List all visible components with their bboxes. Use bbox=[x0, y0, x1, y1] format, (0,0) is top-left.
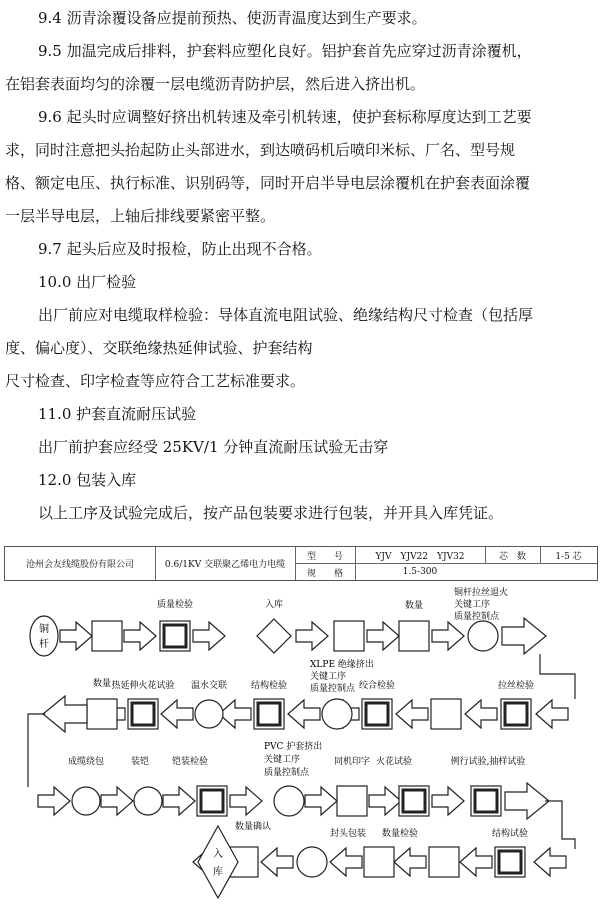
para-9-5-line2: 在铝套表面均匀的涂覆一层电缆沥青防护层，然后进入挤出机。 bbox=[5, 75, 426, 93]
process-header-table bbox=[4, 546, 598, 581]
routine-test-square bbox=[471, 786, 501, 816]
inspection-square bbox=[160, 621, 190, 651]
flow-arrow bbox=[288, 700, 320, 728]
spark-test-square bbox=[399, 786, 429, 816]
para-10-line1: 出厂前应对电缆取样检验：导体直流电阻试验、绝缘结构尺寸检查（包括厚 bbox=[38, 306, 534, 324]
flow-arrow bbox=[536, 700, 568, 728]
wire-check-square bbox=[501, 699, 531, 729]
drawing-label-b: 关键工序 bbox=[454, 600, 491, 610]
flow-arrow bbox=[460, 848, 492, 876]
quantity-box bbox=[399, 621, 429, 651]
structure-test-square bbox=[495, 847, 525, 877]
armor-check-square bbox=[197, 786, 227, 816]
para-10-line3: 尺寸检查、印字检查等应符合工艺标准要求。 bbox=[5, 372, 306, 390]
flow-arrow bbox=[465, 700, 497, 728]
flow-arrow bbox=[432, 787, 464, 815]
para-11: 出厂前护套应经受 25KV/1 分钟直流耐压试验无击穿 bbox=[38, 438, 389, 456]
para-9-4: 9.4 沥青涂覆设备应提前预热、使沥青温度达到生产要求。 bbox=[38, 9, 427, 27]
copper-label-b: 杆 bbox=[39, 639, 49, 650]
flow-arrow-down-turn bbox=[505, 783, 549, 819]
printing-box bbox=[337, 786, 367, 816]
structure-check-label: 结构检验 bbox=[250, 681, 288, 691]
warehouse-diamond bbox=[257, 619, 291, 653]
hot-set-square bbox=[128, 699, 158, 729]
company-name: 沧州会友线缆股份有限公司 bbox=[25, 560, 134, 570]
xlpe-circle bbox=[322, 699, 352, 729]
armor-check-label: 铠装检验 bbox=[171, 757, 209, 767]
flow-arrow-down-turn bbox=[43, 696, 87, 732]
para-12: 以上工序及试验完成后，按产品包装要求进行包装，并开具入库凭证。 bbox=[38, 504, 504, 522]
final-label-b: 库 bbox=[213, 867, 223, 878]
flow-arrow bbox=[296, 622, 328, 650]
pvc-label-b: 关键工序 bbox=[264, 755, 301, 765]
heading-12: 12.0 包装入库 bbox=[38, 471, 137, 489]
flow-arrow bbox=[38, 787, 70, 815]
process-flow-chart bbox=[0, 579, 600, 909]
quantity-label: 数量 bbox=[404, 601, 424, 611]
cores-value: 1-5 芯 bbox=[555, 551, 582, 562]
flow-arrow bbox=[432, 622, 464, 650]
xlpe-label-a: XLPE 绝缘挤出 bbox=[310, 660, 374, 670]
para-9-7: 9.7 起头后应及时报检，防止出现不合格。 bbox=[38, 240, 322, 258]
flow-arrow bbox=[367, 622, 399, 650]
qty-check-box-2 bbox=[364, 847, 394, 877]
xlpe-label-c: 质量控制点 bbox=[310, 684, 356, 694]
drawing-label-c: 质量控制点 bbox=[454, 612, 500, 622]
routine-test-label: 例行试验,抽样试验 bbox=[450, 757, 526, 767]
pvc-label-a: PVC 护套挤出 bbox=[264, 742, 323, 752]
flow-arrow bbox=[261, 848, 293, 876]
hot-set-label: 热延伸火花试验 bbox=[111, 681, 175, 691]
flow-arrow bbox=[124, 622, 156, 650]
para-9-6-line3: 格、额定电压、执行标准、识别码等，同时开启半导电层涂覆机在护套表面涂覆 bbox=[5, 174, 531, 192]
end-pack-label: 封头包装 bbox=[329, 829, 367, 839]
pvc-label-c: 质量控制点 bbox=[264, 768, 310, 778]
flow-arrow bbox=[396, 700, 428, 728]
final-warehouse-diamond bbox=[198, 826, 238, 898]
printing-label: 同机印字 bbox=[333, 757, 371, 767]
process-box bbox=[431, 699, 461, 729]
heading-11: 11.0 护套直流耐压试验 bbox=[38, 405, 197, 423]
flow-arrow bbox=[305, 787, 337, 815]
final-label-a: 入 bbox=[213, 849, 223, 860]
product-name: 0.6/1KV 交联聚乙烯电力电缆 bbox=[164, 560, 286, 570]
model-label: 型 号 bbox=[306, 551, 343, 562]
spec-label: 规 格 bbox=[306, 568, 343, 579]
flow-arrow bbox=[219, 700, 251, 728]
flow-arrow bbox=[534, 848, 566, 876]
armoring-circle bbox=[134, 787, 162, 815]
flow-arrow bbox=[161, 700, 193, 728]
flow-arrow bbox=[369, 787, 401, 815]
flow-arrow bbox=[193, 622, 225, 650]
end-pack-circle bbox=[297, 847, 327, 877]
quantity-label-2: 数量 bbox=[92, 679, 112, 689]
copper-rod-circle bbox=[30, 616, 58, 656]
cores-label: 芯 数 bbox=[498, 551, 526, 562]
para-9-6-line4: 一层半导电层，上轴后排线要紧密平整。 bbox=[5, 207, 276, 225]
wire-check-label: 拉丝检验 bbox=[497, 681, 535, 691]
flow-arrow bbox=[230, 787, 262, 815]
warm-water-circle bbox=[195, 700, 223, 728]
para-10-line2: 度、偏心度）、交联绝缘热延伸试验、护套结构 bbox=[5, 339, 313, 357]
pvc-circle bbox=[274, 786, 304, 816]
stranding-check-square bbox=[362, 699, 392, 729]
para-9-6-line2: 求，同时注意把头抬起防止头部进水，到达喷码机后喷印米标、厂名、型号规 bbox=[5, 141, 516, 159]
flow-arrow bbox=[394, 848, 426, 876]
warehouse-in-label: 入库 bbox=[264, 600, 284, 610]
warm-water-label: 温水交联 bbox=[190, 681, 228, 691]
process-box bbox=[92, 621, 122, 651]
spark-test-label: 火花试验 bbox=[375, 757, 413, 767]
flow-arrow bbox=[101, 787, 133, 815]
qty-check-box bbox=[429, 847, 459, 877]
heading-10: 10.0 出厂检验 bbox=[38, 273, 137, 291]
flow-arrow-down-turn bbox=[502, 618, 546, 654]
qty-check-label: 数量检验 bbox=[381, 829, 419, 839]
armoring-label: 装铠 bbox=[130, 757, 150, 767]
cabling-circle bbox=[72, 787, 100, 815]
flow-arrow bbox=[163, 787, 195, 815]
flow-arrow bbox=[330, 848, 362, 876]
process-box bbox=[334, 621, 364, 651]
cabling-label: 成缆绕包 bbox=[67, 757, 105, 767]
copper-label-a: 铜 bbox=[39, 624, 49, 635]
drawing-label-a: 铜杆拉丝退火 bbox=[454, 588, 509, 598]
structure-test-label: 结构试验 bbox=[491, 829, 529, 839]
qty-confirm-label: 数量确认 bbox=[234, 822, 272, 832]
flow-arrow bbox=[60, 622, 92, 650]
spec-value: 1.5-300 bbox=[402, 567, 438, 577]
model-value: YJV YJV22 YJV32 bbox=[375, 551, 465, 562]
quantity-box-2 bbox=[87, 699, 117, 729]
para-9-5-line1: 9.5 加温完成后排料，护套料应塑化良好。铝护套首先应穿过沥青涂覆机， bbox=[38, 42, 532, 60]
quality-check-label: 质量检验 bbox=[156, 600, 194, 610]
para-9-6-line1: 9.6 起头时应调整好挤出机转速及牵引机转速，使护套标称厚度达到工艺要 bbox=[38, 108, 532, 126]
stranding-check-label: 绞合检验 bbox=[358, 681, 396, 691]
drawing-circle bbox=[468, 621, 498, 651]
structure-check-square bbox=[254, 699, 284, 729]
xlpe-label-b: 关键工序 bbox=[310, 672, 347, 682]
